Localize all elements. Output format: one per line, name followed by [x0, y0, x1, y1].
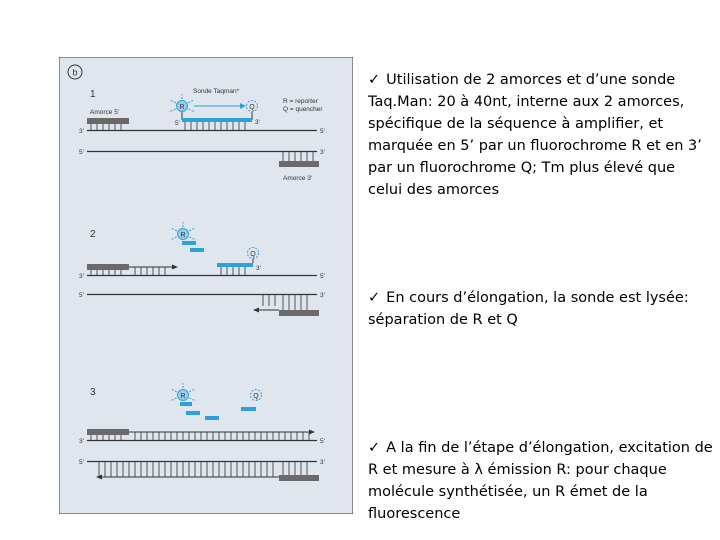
- probe-fragment-3d: [241, 407, 256, 411]
- strand-1b-left-end: 5': [79, 149, 84, 156]
- primer-5-1: [87, 118, 129, 124]
- checkmark-icon: ✓: [368, 72, 381, 88]
- bullet-line: Utilisation de 2 amorces et d’une sonde: [386, 72, 676, 88]
- probe-3-end: 3': [255, 119, 260, 126]
- probe-fragment-2a: [182, 241, 196, 245]
- bullet-line: Taq.Man: 20 à 40nt, interne aux 2 amorces,: [368, 94, 685, 110]
- bullet-line: En cours d’élongation, la sonde est lysée:: [386, 290, 689, 306]
- strand-2b-right-end: 3': [320, 292, 325, 299]
- quencher-label-1: Q: [249, 104, 255, 111]
- primer-3-3: [279, 475, 319, 481]
- probe-remaining-2: [217, 263, 253, 267]
- probe-fragment-3a: [180, 402, 192, 406]
- primer-3-2: [279, 310, 319, 316]
- quencher-label-2: Q: [250, 251, 256, 258]
- strand-1a-left-end: 3': [79, 128, 84, 135]
- step-2-number: 2: [90, 229, 96, 240]
- step-1-number: 1: [90, 89, 96, 100]
- bullet-line: séparation de R et Q: [368, 312, 518, 328]
- strand-3b-left-end: 5': [79, 459, 84, 466]
- panel-letter: b: [72, 67, 78, 78]
- primer-5-3: [87, 429, 129, 435]
- strand-2b-left-end: 5': [79, 292, 84, 299]
- probe-fragment-3b: [186, 411, 200, 415]
- primer-3-label: Amorce 3': [283, 175, 313, 182]
- checkmark-icon: ✓: [368, 290, 381, 306]
- strand-3a-left-end: 3': [79, 438, 84, 445]
- bullet-probe-lysis: [368, 287, 716, 331]
- reporter-label-2: R: [180, 232, 186, 239]
- bullet-line: spécifique de la séquence à amplifier, et: [368, 116, 664, 132]
- strand-2a-right-end: 5': [320, 273, 325, 280]
- bullet-line: marquée en 5’ par un fluorochrome R et en 3’: [368, 138, 702, 154]
- checkmark-icon: ✓: [368, 440, 381, 456]
- primer-5-label: Amorce 5': [90, 109, 120, 116]
- quencher-label-3: Q: [253, 393, 259, 400]
- strand-3b-right-end: 3': [320, 459, 325, 466]
- primer-5-2: [87, 264, 129, 270]
- strand-3a-right-end: 5': [320, 438, 325, 445]
- probe-1: [182, 118, 252, 122]
- probe-fragment-2b: [190, 248, 204, 252]
- strand-1a-right-end: 5': [320, 128, 325, 135]
- strand-2a-left-end: 3': [79, 273, 84, 280]
- bullet-line: par un fluorochrome Q; Tm plus élevé que: [368, 160, 676, 176]
- legend-reporter: R = reporter: [283, 98, 318, 105]
- bullet-fluorescence: [368, 437, 716, 525]
- bullet-line: A la fin de l’étape d’élongation, excitation de: [386, 440, 713, 456]
- probe-3-end-2: 3': [256, 265, 261, 272]
- probe-5-end: 5': [175, 120, 180, 127]
- strand-1b-right-end: 3': [320, 149, 325, 156]
- bullet-line: fluorescence: [368, 506, 461, 522]
- bullet-line: R et mesure à λ émission R: pour chaque: [368, 462, 667, 478]
- bullet-line: molécule synthétisée, un R émet de la: [368, 484, 648, 500]
- bullet-line: celui des amorces: [368, 182, 500, 198]
- bullet-taqman-probe: [368, 69, 716, 201]
- probe-label: Sonde Taqman*: [193, 88, 240, 95]
- reporter-label-1: R: [179, 104, 185, 111]
- primer-3-1: [279, 161, 319, 167]
- taqman-diagram: [59, 57, 353, 514]
- legend-quencher: Q = quencher: [283, 106, 323, 113]
- probe-fragment-3c: [205, 416, 219, 420]
- step-3-number: 3: [90, 387, 96, 398]
- reporter-label-3: R: [180, 393, 186, 400]
